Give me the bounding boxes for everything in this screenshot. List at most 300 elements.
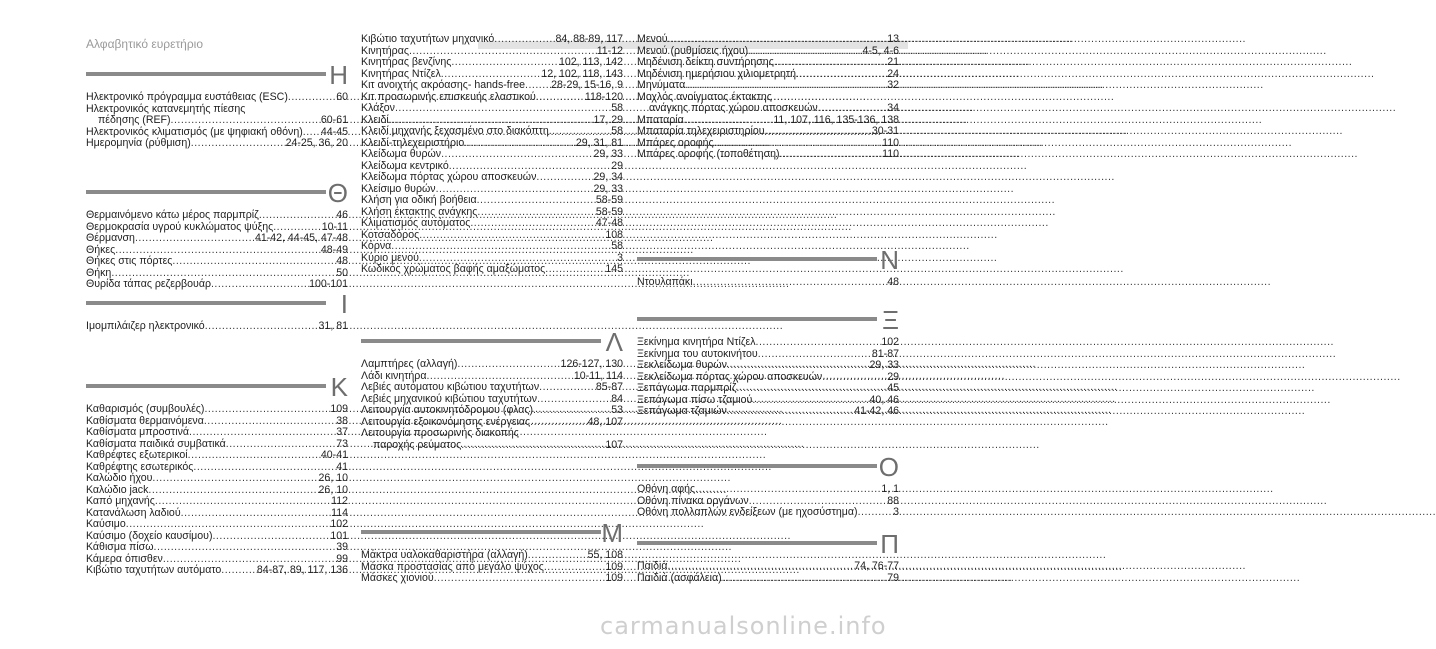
index-entry-label: Ιμομπιλάιζερ ηλεκτρονικό	[86, 320, 205, 332]
index-entry-pages: 38	[336, 414, 348, 427]
index-entry-pages: 118-120	[584, 90, 623, 103]
index-entry-label: Μπάρες οροφής	[637, 136, 714, 149]
dot-leader	[470, 218, 595, 230]
index-entry-label: Λεβιές μηχανικού κιβώτιου ταχυτήτων	[361, 392, 538, 405]
index-entry-label: Μηδένιση δείκτη συντήρησης	[637, 56, 774, 68]
index-section	[361, 327, 623, 451]
index-entry-pages: 10-11	[321, 220, 348, 233]
index-entry	[361, 195, 623, 207]
index-entry-label: Κλείδωμα πόρτας χώρου αποσκευών	[361, 171, 537, 183]
index-entry-label: Κλάξον	[361, 102, 395, 114]
index-entry-label: Θήκες	[86, 243, 116, 256]
index-entry-label: Ηλεκτρονικό πρόγραμμα ευστάθειας (ESC)	[86, 91, 288, 103]
section-letter: Ξ	[882, 305, 899, 335]
index-entry-label: Καύσιμο (δοχείο καυσίμου)	[86, 529, 213, 542]
index-entry	[637, 383, 899, 395]
index-entry-label: Κλήση για οδική βοήθεια	[361, 194, 477, 206]
index-entry-label: Θερμοκρασία υγρού κυκλώματος ψύξης	[86, 220, 274, 233]
dot-leader	[695, 484, 880, 496]
section-header	[86, 178, 348, 210]
dot-leader	[722, 573, 887, 585]
dot-leader	[451, 57, 558, 69]
index-entry	[86, 427, 348, 439]
index-entry-pages: 34	[887, 102, 899, 114]
index-entry-label: Ξεπάγωμα παρμπρίζ	[637, 382, 737, 394]
index-entry-pages: 100-101	[309, 278, 348, 290]
index-entry-label: Μπαταρία	[637, 113, 684, 126]
dot-leader	[155, 496, 330, 508]
dot-leader	[171, 115, 320, 127]
index-entry-pages: 102, 113, 142	[558, 56, 623, 68]
index-entry-first-line: Μοχλός ανοίγματος έκτακτης	[637, 90, 772, 103]
index-entry-label: Κάμερα όπισθεν	[86, 552, 163, 565]
index-entry	[361, 218, 623, 230]
index-entry	[86, 404, 348, 416]
index-entry-label: Κάθισμα πίσω	[86, 541, 154, 553]
index-entry	[361, 126, 623, 138]
index-entry	[86, 542, 348, 554]
index-entry-pages: 109	[330, 403, 348, 415]
index-entry-pages: 41	[336, 460, 348, 473]
index-entry	[637, 561, 899, 573]
page-header-title: Αλφαβητικό ευρετήριο	[86, 37, 204, 51]
section-header	[86, 289, 348, 321]
index-entry-pages: 107	[605, 438, 623, 451]
dot-leader	[525, 80, 550, 92]
index-entry-label: Κλειδί	[361, 113, 389, 126]
dot-leader	[434, 573, 605, 585]
index-entry	[361, 382, 623, 394]
index-entry-pages: 74, 76-77	[854, 560, 899, 572]
section-header	[361, 327, 623, 359]
index-entry-pages: 109	[605, 572, 623, 584]
index-entry-pages: 13	[887, 33, 899, 45]
index-entry	[361, 34, 623, 46]
dot-leader	[189, 427, 335, 439]
index-entry-pages: 79	[887, 571, 899, 584]
index-entry-pages: 24-25, 36, 20	[285, 137, 348, 149]
index-entry-label: Ξεκλείδωμα πόρτας χώρου αποσκευών	[637, 370, 823, 383]
section-header	[637, 529, 899, 561]
section-divider	[637, 541, 877, 545]
index-entry-label: παροχής ρεύματος	[373, 438, 462, 451]
index-entry-label: Κινητήρας	[361, 44, 409, 57]
index-entry-label: Κλειδί-τηλεχειριστήριο	[361, 136, 465, 149]
section-header	[361, 518, 623, 550]
index-entry-label: Μηνύματα	[637, 79, 686, 91]
index-entry	[637, 126, 899, 138]
index-entry-label: Καθαρισμός (συμβουλές)	[86, 403, 205, 415]
index-entry-label: Θήκη	[86, 266, 112, 279]
section-letter: Ο	[878, 452, 899, 482]
index-entry-pages: 4-5, 4-6	[862, 44, 899, 57]
index-entry	[86, 473, 348, 485]
index-entry-pages: 47-48	[595, 217, 623, 229]
dot-leader	[441, 149, 592, 161]
index-entry-pages: 10-11, 114	[573, 369, 623, 382]
index-section	[637, 245, 899, 289]
index-section	[637, 305, 899, 418]
section-divider	[637, 317, 877, 321]
section-divider	[86, 384, 326, 388]
index-entry-pages: 81-87	[871, 347, 899, 360]
section-letter: Η	[329, 60, 348, 90]
index-entry-pages: 26, 10	[318, 483, 348, 496]
index-entry	[361, 149, 623, 161]
section-header	[637, 452, 899, 484]
index-entry-pages: 40-41	[320, 449, 348, 461]
index-entry	[86, 496, 348, 508]
index-entry-pages: 39	[336, 541, 348, 553]
dot-leader	[533, 405, 610, 417]
index-entry-label: Κινητήρας Ντίζελ	[361, 67, 441, 80]
index-entry-pages: 11, 107, 116, 135-136, 138	[773, 113, 899, 126]
section-divider	[637, 464, 877, 468]
index-entry-label: Κύριο μενού	[361, 251, 419, 264]
index-entry-label: Μάσκα προστασίας από μεγάλο ψύχος	[361, 560, 544, 573]
index-entry-first-line: Λειτουργία προσωρινής διακοπής	[361, 427, 519, 439]
index-entry	[86, 138, 348, 150]
index-entry-label: Κλείσιμο θυρών	[361, 182, 436, 195]
index-entry	[86, 519, 348, 531]
index-entry-label: Θήκες στις πόρτες	[86, 255, 173, 267]
index-entry-label: Μπάρες οροφής (τοποθέτηση)	[637, 148, 780, 160]
index-entry-pages: 48, 107	[587, 415, 623, 428]
index-entry	[637, 507, 899, 519]
index-entry-pages: 46	[336, 209, 348, 221]
section-divider	[86, 190, 326, 194]
dot-leader	[693, 277, 887, 289]
dot-leader	[172, 256, 335, 268]
index-entry-label: Μενού	[637, 33, 668, 45]
section-divider	[637, 257, 877, 261]
index-entry-label: Κλείδωμα θυρών	[361, 148, 442, 160]
index-entry	[361, 405, 623, 417]
dot-leader	[539, 382, 595, 394]
index-entry-label: Καθρέφτης εσωτερικός	[86, 460, 194, 473]
index-entry-label: Κιβώτιο ταχυτήτων αυτόματο	[86, 564, 222, 576]
index-entry-pages: 102	[330, 518, 348, 530]
index-entry-label: Ντουλαπάκι	[637, 276, 693, 288]
index-entry-pages: 73	[336, 437, 348, 450]
index-entry-pages: 145	[605, 263, 623, 275]
index-entry-pages: 58	[611, 102, 623, 114]
index-entry-label: Ημερομηνία (ρύθμιση)	[86, 137, 191, 149]
index-entry-label: Λειτουργία αυτοκινητόδρομου (φλας)	[361, 404, 534, 416]
dot-leader	[727, 406, 853, 418]
index-entry-pages: 50	[336, 266, 348, 279]
section-header	[86, 372, 348, 404]
dot-leader	[668, 561, 854, 573]
index-entry-pages: 32	[887, 79, 899, 91]
section-divider	[86, 72, 326, 76]
index-entry-label: Καλώδιο jack	[86, 483, 149, 496]
dot-leader	[780, 149, 882, 161]
dot-leader	[756, 337, 881, 349]
index-entry-label: Θερμαινόμενο κάτω μέρος παρμπρίζ	[86, 209, 259, 221]
index-entry	[86, 450, 348, 462]
dot-leader	[668, 34, 887, 46]
index-entry-label: Κλιματισμός αυτόματος	[361, 217, 471, 229]
index-entry-label: ανάγκης πόρτας χώρου αποσκευών	[649, 102, 818, 114]
index-entry-pages: 1, 1	[881, 483, 899, 495]
index-entry-label: Λάδι κινητήρα	[361, 369, 427, 382]
index-entry-pages: 31, 81	[318, 320, 348, 332]
dot-leader	[727, 360, 869, 372]
index-entry-label: Λειτουργία εξοικονόμησης ενέργειας	[361, 415, 531, 428]
index-section	[361, 518, 623, 585]
index-entry-pages: 29	[887, 370, 899, 383]
dot-leader	[818, 103, 887, 115]
index-entry-label: Κινητήρας βενζίνης	[361, 56, 452, 68]
dot-leader	[191, 138, 285, 150]
index-entry	[637, 34, 899, 46]
dot-leader	[736, 383, 886, 395]
index-entry-label: Παιδιά	[637, 560, 668, 572]
index-entry-pages: 58	[611, 125, 623, 137]
index-entry-pages: 30-31	[871, 125, 899, 137]
index-entry-label: Μπαταρία τηλεχειριστηρίου	[637, 125, 765, 137]
index-entry	[361, 80, 623, 92]
index-section	[361, 2, 623, 276]
index-entry-pages: 29, 34	[593, 171, 623, 183]
index-entry-pages: 40, 46	[869, 393, 899, 406]
index-entry	[637, 573, 899, 585]
section-letter: Π	[880, 529, 899, 559]
index-entry-pages: 88	[887, 494, 899, 507]
section-divider	[361, 339, 601, 343]
index-entry-pages: 3	[893, 506, 899, 518]
index-entry	[86, 92, 348, 104]
dot-leader	[774, 57, 886, 69]
index-entry-label: Καλώδιο ήχου	[86, 472, 153, 484]
section-letter: Ι	[340, 289, 348, 319]
dot-leader	[391, 241, 610, 253]
dot-leader	[461, 440, 604, 452]
index-entry	[361, 57, 623, 69]
index-section	[637, 452, 899, 519]
index-entry-pages: 84, 88-89, 117	[555, 33, 623, 45]
index-entry-label: Ξεπάγωμα πίσω τζαμιού	[637, 393, 753, 406]
dot-leader	[549, 126, 610, 138]
index-entry	[361, 573, 623, 585]
section-letter: Μ	[601, 518, 623, 548]
watermark: carmanualsonline.info	[600, 612, 887, 640]
index-entry-pages: 109	[605, 560, 623, 573]
index-entry	[637, 406, 899, 418]
index-entry-pages: 26, 10	[318, 472, 348, 484]
index-entry-label: Οθόνη πολλαπλών ενδείξεων (με ηχοσύστημα)	[637, 506, 858, 518]
section-letter: Κ	[330, 372, 348, 402]
index-entry-label: Θυρίδα τάπας ρεζερβουάρ	[86, 278, 211, 290]
index-entry-label: Κοτσαδόρος	[361, 228, 420, 241]
index-entry-pages: 60	[336, 91, 348, 103]
index-entry-pages: 29	[611, 159, 623, 172]
index-entry-label: πέδησης (REF)	[98, 114, 171, 126]
index-entry-label: Μηδένιση ημερήσιου χιλιομετρητή	[637, 67, 796, 80]
index-entry	[637, 57, 899, 69]
dot-leader	[477, 195, 595, 207]
index-entry-label: Καθίσματα μπροστινά	[86, 426, 190, 438]
index-entry	[86, 321, 348, 333]
index-entry-pages: 60-61	[320, 114, 348, 126]
index-section	[637, 529, 899, 584]
index-entry-pages: 28-29, 15-16, 9	[551, 79, 623, 91]
index-entry	[361, 264, 623, 276]
index-entry-pages: 58-59	[595, 205, 623, 218]
index-entry-pages: 84	[611, 392, 623, 405]
index-entry-pages: 114	[331, 506, 348, 519]
index-entry-label: Ξεκίνημα κινητήρα Ντίζελ	[637, 336, 756, 348]
dot-leader	[221, 565, 256, 577]
index-entry-pages: 48	[887, 276, 899, 288]
index-entry	[86, 233, 348, 245]
index-entry-pages: 17, 29	[593, 113, 623, 126]
index-entry-pages: 126-127, 130	[560, 358, 623, 370]
index-entry-pages: 99	[336, 552, 348, 565]
dot-leader	[528, 550, 587, 562]
dot-leader	[858, 507, 893, 519]
index-entry-label: Θέρμανση	[86, 232, 135, 244]
index-entry-pages: 101	[330, 529, 348, 542]
dot-leader	[765, 126, 871, 138]
index-entry	[86, 565, 348, 577]
index-entry-pages: 29, 31, 81	[575, 136, 623, 149]
index-section	[86, 372, 348, 577]
index-entry-pages: 55, 108	[587, 549, 623, 561]
index-section	[86, 289, 348, 333]
index-entry-label: Καθίσματα θερμαινόμενα	[86, 414, 204, 427]
index-entry	[637, 360, 899, 372]
index-entry-label: Κλείδωμα κεντρικό	[361, 159, 449, 172]
index-entry-label: Καθίσματα παιδικά συμβατικά	[86, 437, 226, 450]
index-entry-pages: 108	[605, 228, 623, 241]
index-entry	[361, 241, 623, 253]
index-entry-label: Ηλεκτρονικός κλιματισμός (με ψηφιακή οθόνη)	[86, 125, 303, 138]
section-header	[637, 245, 899, 277]
section-letter: Λ	[605, 327, 623, 357]
index-entry	[86, 210, 348, 222]
index-entry-label: Κλήση έκτακτης ανάγκης	[361, 205, 478, 218]
index-entry-label: Λαμπτήρες (αλλαγή)	[361, 358, 458, 370]
index-entry-pages: 58	[611, 240, 623, 252]
index-entry-label: Μάκτρα υαλοκαθαριστήρα (αλλαγή)	[361, 549, 528, 561]
index-entry-label: Ξεκίνημα του αυτοκινήτου	[637, 347, 758, 360]
index-section	[637, 2, 899, 161]
index-entry-pages: 29, 33	[593, 182, 623, 195]
index-entry	[361, 172, 623, 184]
index-entry-first-line: Ηλεκτρονικός κατανεμητής πίεσης	[86, 102, 246, 115]
index-entry	[361, 359, 623, 371]
index-section	[86, 178, 348, 291]
index-section	[86, 60, 348, 150]
index-entry-label: Κιτ προσωρινής επισκευής ελαστικού	[361, 90, 536, 103]
index-entry-label: Καύσιμο	[86, 518, 126, 530]
index-entry-pages: 48	[336, 255, 348, 267]
index-entry-pages: 21	[887, 56, 899, 68]
dot-leader	[545, 264, 604, 276]
index-entry	[361, 103, 623, 115]
dot-leader	[536, 172, 592, 184]
dot-leader	[126, 519, 330, 531]
section-divider	[361, 530, 601, 534]
dot-leader	[685, 80, 886, 92]
dot-leader	[494, 34, 554, 46]
index-entry-pages: 45	[887, 382, 899, 394]
index-entry-pages: 41-42, 44-45, 47-48	[254, 232, 348, 244]
index-entry-label: Κιβώτιο ταχυτήτων μηχανικό	[361, 33, 495, 45]
index-entry-pages: 44-45	[320, 125, 348, 138]
dot-leader	[259, 210, 335, 222]
index-entry-label: Κλειδί μηχανής ξεχασμένο στο διακόπτη	[361, 125, 549, 137]
index-entry	[637, 484, 899, 496]
dot-leader	[204, 404, 329, 416]
index-entry-label: Ξεπάγωμα τζαμιών	[637, 405, 727, 417]
index-entry-pages: 53	[611, 404, 623, 416]
index-entry-label: Κατανάλωση λαδιού	[86, 506, 181, 519]
index-entry	[86, 115, 348, 127]
index-entry-label: Λεβιές αυτόματου κιβώτιου ταχυτήτων	[361, 381, 540, 393]
index-entry-label: Μενού (ρυθμίσεις ήχου)	[637, 44, 749, 57]
index-entry-pages: 110	[882, 148, 899, 160]
section-divider	[86, 301, 326, 305]
index-entry-label: Κωδικός χρώματος βαφής αμαξώματος	[361, 263, 546, 275]
index-entry-pages: 29, 33	[593, 148, 623, 160]
section-letter: Θ	[327, 178, 348, 208]
index-entry-pages: 110	[882, 136, 899, 149]
index-entry	[637, 277, 899, 289]
index-entry	[637, 103, 899, 115]
index-entry	[637, 337, 899, 349]
index-entry-pages: 29, 33	[869, 359, 899, 371]
dot-leader	[288, 92, 335, 104]
index-entry	[637, 80, 899, 92]
index-entry-pages: 41-42, 46	[854, 405, 899, 417]
index-entry-label: Παιδιά (ασφάλεια)	[637, 571, 722, 584]
dot-leader	[154, 542, 336, 554]
index-entry-pages: 11-12	[596, 44, 623, 57]
index-entry-pages: 12, 102, 118, 143	[541, 67, 623, 80]
section-header	[86, 60, 348, 92]
index-entry-label: Καθρέφτες εξωτερικοί	[86, 449, 188, 461]
dot-leader	[457, 359, 559, 371]
index-entry-label: Κιτ ανοιχτής ακρόασης- hands-free	[361, 79, 526, 91]
dot-leader	[205, 321, 318, 333]
index-entry-pages: 85-87	[595, 381, 623, 393]
section-header	[637, 305, 899, 337]
index-entry	[637, 149, 899, 161]
dot-leader	[530, 417, 587, 429]
dot-leader	[395, 103, 610, 115]
index-entry-pages: 37	[336, 426, 348, 438]
section-letter: Ν	[880, 245, 899, 275]
index-entry-pages: 48-49	[320, 243, 348, 256]
index-entry-pages: 58-59	[595, 194, 623, 206]
index-entry-pages: 24	[887, 67, 899, 80]
index-entry-label: Μάσκες χιονιού	[361, 572, 434, 584]
index-entry-label: Οθόνη αφής	[637, 483, 696, 495]
index-entry	[361, 440, 623, 452]
dot-leader	[135, 233, 254, 245]
index-entry-pages: 112	[331, 495, 348, 507]
dot-leader	[152, 473, 317, 485]
index-entry-label: Κόρνα	[361, 240, 392, 252]
dot-leader	[188, 450, 320, 462]
index-entry	[86, 256, 348, 268]
index-entry-pages: 84-87, 89, 117, 136	[256, 564, 348, 576]
index-entry-pages: 3	[617, 251, 623, 264]
index-entry	[361, 550, 623, 562]
